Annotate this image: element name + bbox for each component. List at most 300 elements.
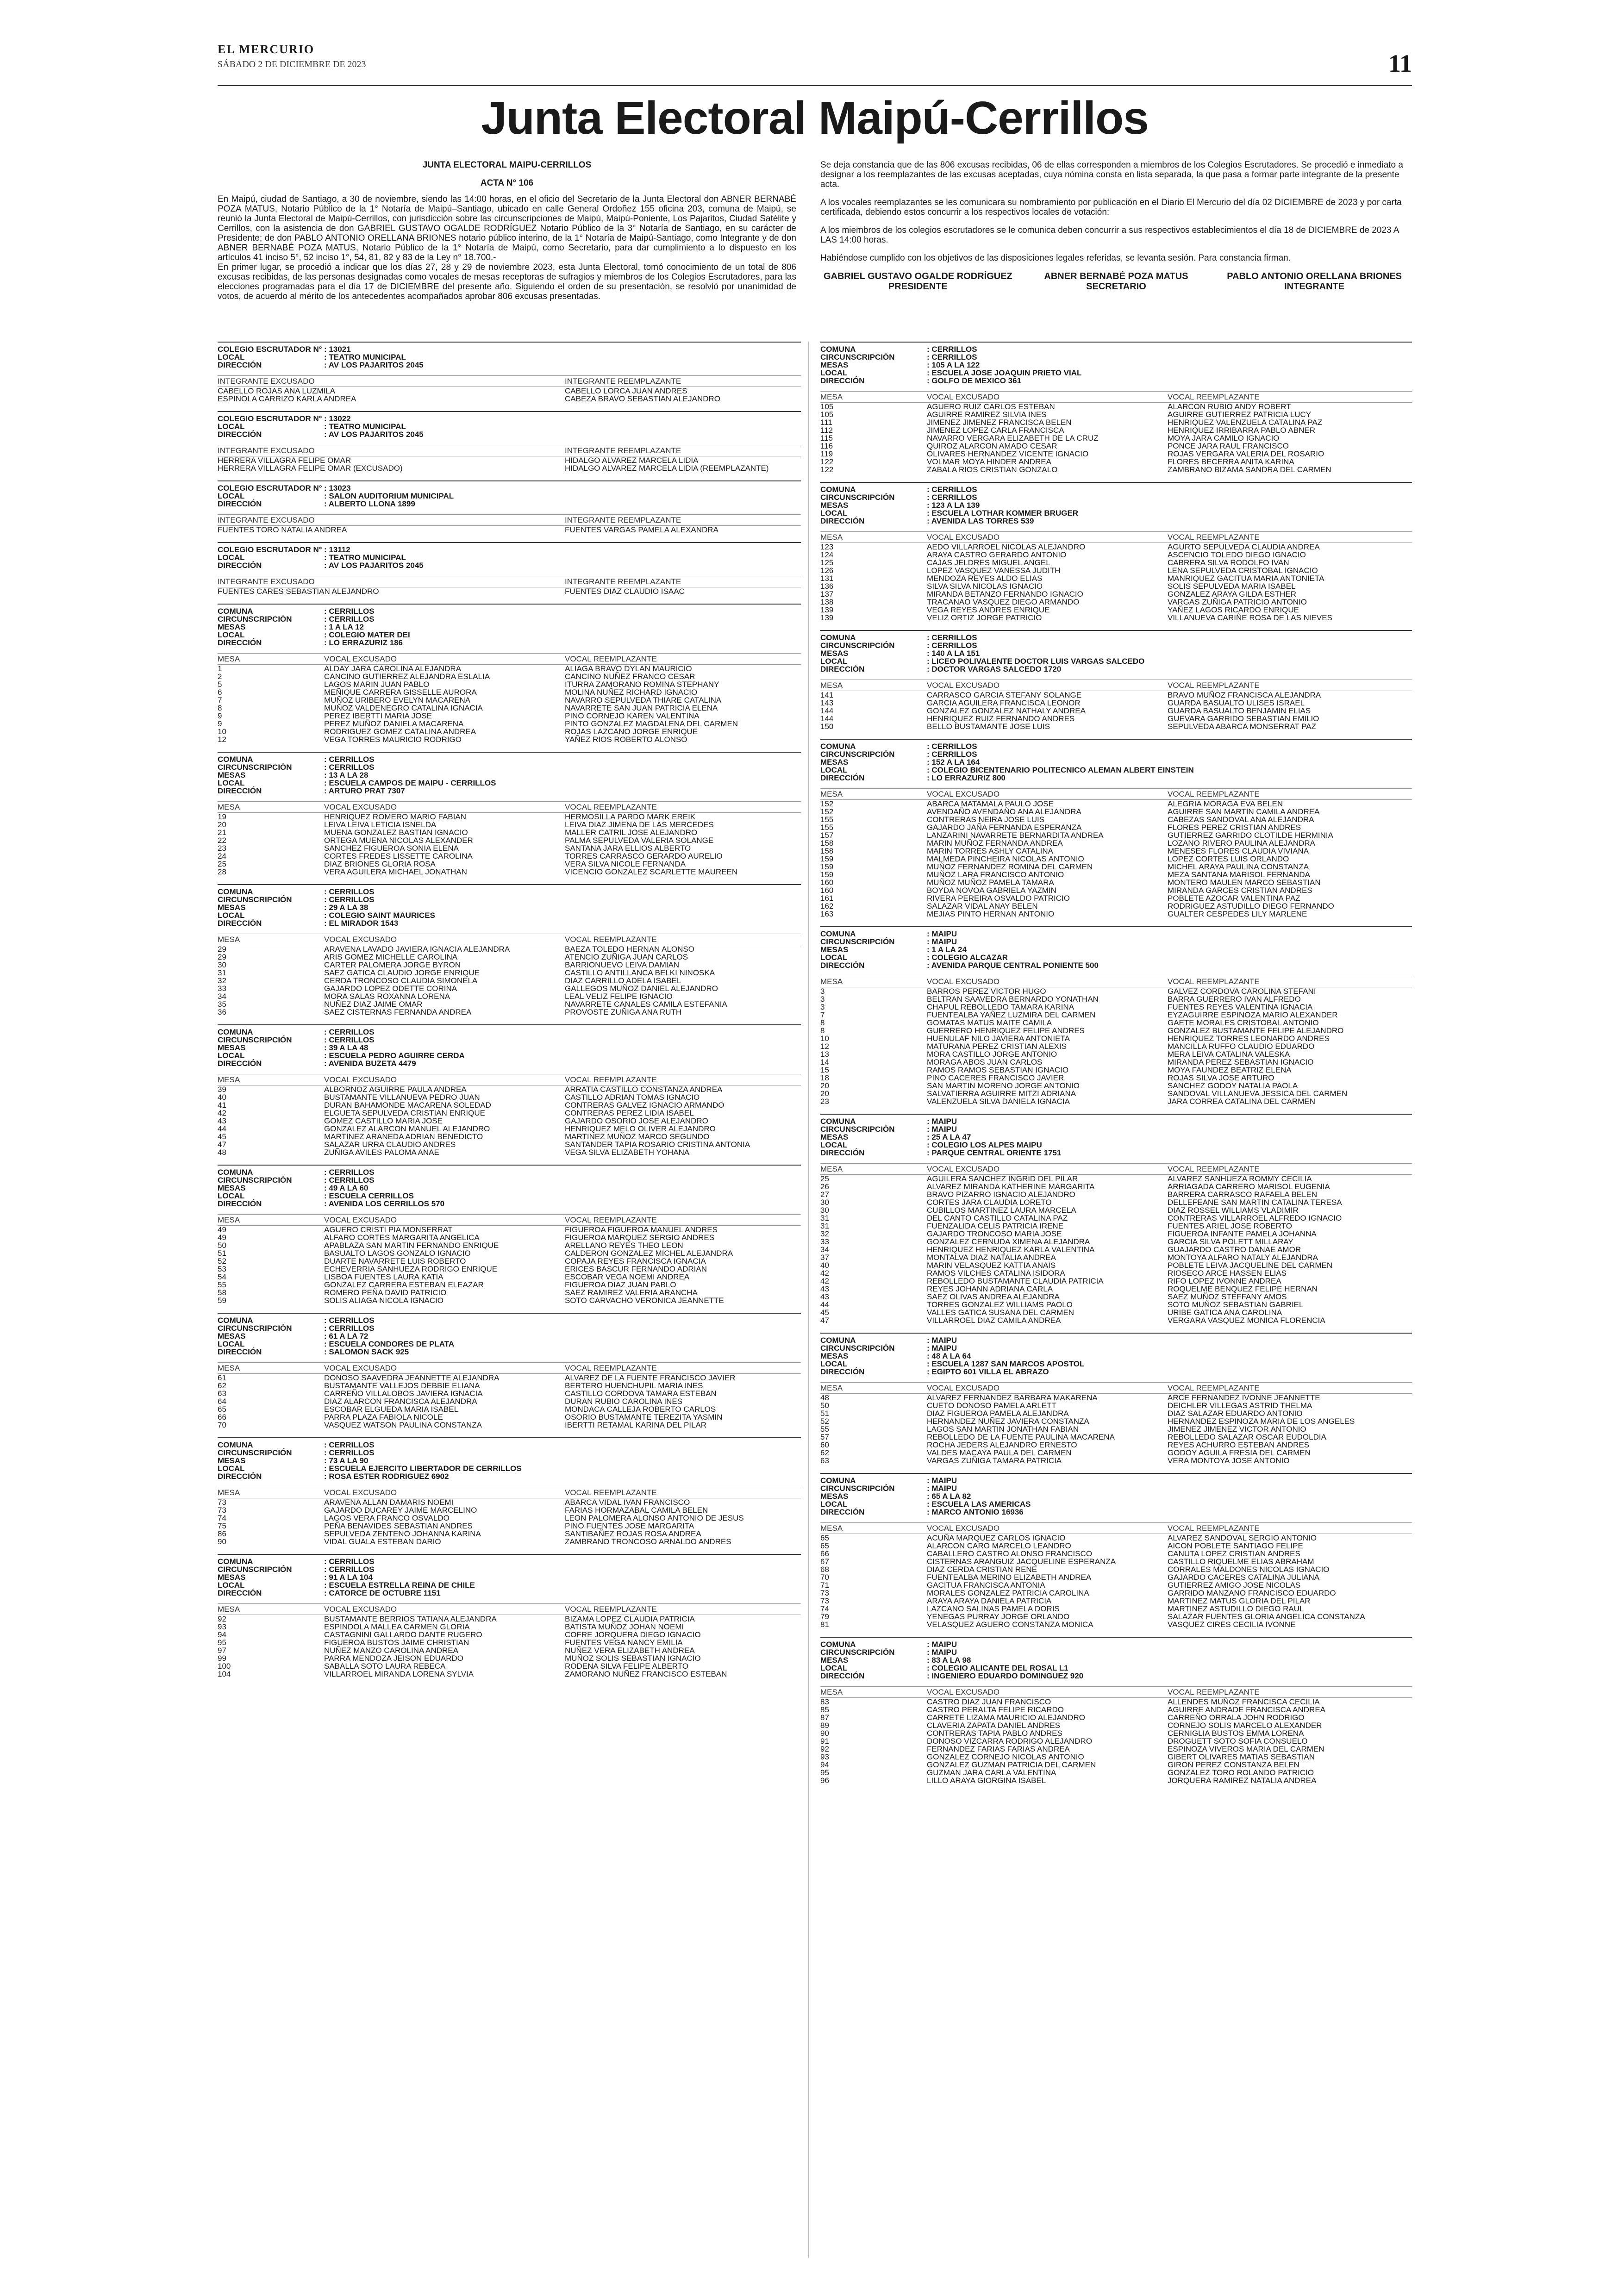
field-value: : AVENIDA BUZETA 4479 — [324, 1059, 416, 1068]
excused-vocal: REBOLLEDO BUSTAMANTE CLAUDIA PATRICIA — [927, 1277, 1104, 1285]
replacement-vocal: FLORES PEREZ CRISTIAN ANDRES — [1168, 823, 1301, 832]
mesa-number: 8 — [218, 704, 222, 712]
field-label: MESAS — [218, 1456, 246, 1465]
excused-vocal: MENDOZA REYES ALDO ELIAS — [927, 574, 1043, 583]
column-header: MESA — [218, 1364, 240, 1372]
table-row — [218, 1397, 801, 1405]
comuna — [820, 930, 1412, 938]
field-label: COMUNA — [820, 485, 856, 494]
replacement-vocal: SOTO CARVACHO VERONICA JEANNETTE — [565, 1296, 724, 1305]
replacement-vocal: ZAMBRANO BIZAMA SANDRA DEL CARMEN — [1168, 465, 1331, 474]
replacement-vocal: HENRIQUEZ MELO OLIVER ALEJANDRO — [565, 1124, 716, 1133]
excused-vocal: ACUÑA MARQUEZ CARLOS IGNACIO — [927, 1534, 1066, 1542]
excused-vocal: MEJIAS PINTO HERNAN ANTONIO — [927, 910, 1055, 918]
field-value: : MAIPU — [927, 1125, 957, 1134]
field-label: COMUNA — [820, 1640, 856, 1649]
mesa-number: 65 — [218, 1405, 226, 1414]
mesa-number: 58 — [218, 1288, 226, 1297]
excused-vocal: MORA CASTILLO JORGE ANTONIO — [927, 1050, 1057, 1059]
mesas-range — [218, 1332, 801, 1340]
column-header: VOCAL EXCUSADO — [927, 977, 1000, 986]
table-row — [820, 1098, 1412, 1105]
column-header: VOCAL REEMPLAZANTE — [1168, 1524, 1260, 1533]
table-row — [820, 1457, 1412, 1465]
table-row — [820, 1394, 1412, 1402]
mesa-number: 94 — [218, 1630, 226, 1639]
mesa-number: 30 — [820, 1198, 829, 1207]
replacement-vocal: PONCE JARA RAUL FRANCISCO — [1168, 442, 1289, 450]
excused-vocal: GARCIA AGUILERA FRANCISCA LEONOR — [927, 698, 1081, 707]
excused-vocal: ARAYA ARAYA DANIELA PATRICIA — [927, 1597, 1052, 1605]
mesas-range — [218, 1184, 801, 1192]
field-label: CIRCUNSCRIPCIÓN — [218, 763, 292, 772]
signature-name: ABNER BERNABÉ POZA MATUS — [1044, 271, 1188, 281]
signatures — [820, 271, 1412, 292]
field-value: : ESCUELA ESTRELLA REINA DE CHILE — [324, 1581, 475, 1590]
mesa-number: 74 — [218, 1514, 226, 1522]
column-header: MESA — [820, 1384, 843, 1392]
column-header: MESA — [218, 1216, 240, 1224]
excused-vocal: RAMOS VILCHES CATALINA ISIDORA — [927, 1269, 1065, 1278]
field-label: DIRECCIÓN — [218, 1059, 262, 1068]
table-row — [820, 1261, 1412, 1269]
table-row — [218, 860, 801, 868]
mesa-number: 89 — [820, 1721, 829, 1730]
comuna — [218, 1558, 801, 1565]
replacement-vocal: MONDACA CALLEJA ROBERTO CARLOS — [565, 1405, 716, 1414]
replacement-vocal: MUÑOZ SOLIS SEBASTIAN IGNACIO — [565, 1654, 701, 1663]
field-value: : MAIPU — [927, 1117, 957, 1126]
mesas-range — [820, 1492, 1412, 1500]
direccion — [820, 961, 1412, 969]
signature-integrante — [1217, 271, 1412, 292]
mesa-group-block — [218, 1024, 801, 1156]
replacement-vocal: VEGA SILVA ELIZABETH YOHANA — [565, 1148, 690, 1157]
excused-vocal: VIDAL GUALA ESTEBAN DARIO — [324, 1537, 441, 1546]
table-row — [820, 1621, 1412, 1628]
column-divider — [808, 342, 809, 2258]
replacement-vocal: CONTRERAS PEREZ LIDIA ISABEL — [565, 1109, 694, 1117]
field-value: : EGIPTO 601 VILLA EL ABRAZO — [927, 1367, 1049, 1376]
column-header: INTEGRANTE EXCUSADO — [218, 516, 315, 524]
replacement-vocal: SAEZ MUÑOZ STEFFANY AMOS — [1168, 1292, 1287, 1301]
field-value: : ESCUELA LAS AMERICAS — [927, 1500, 1031, 1509]
excused-vocal: BUSTAMANTE VALLEJOS DEBBIE ELIANA — [324, 1381, 480, 1390]
local-votacion — [218, 1581, 801, 1589]
field-value: : ALBERTO LLONA 1899 — [324, 499, 415, 508]
mesa-number: 139 — [820, 613, 834, 622]
field-label: LOCAL — [218, 353, 245, 362]
field-label: COMUNA — [218, 607, 253, 616]
mesa-number: 90 — [820, 1729, 829, 1738]
replacement-vocal: CORRALES MALDONES NICOLAS IGNACIO — [1168, 1565, 1330, 1574]
excused-vocal: REBOLLEDO DE LA FUENTE PAULINA MACARENA — [927, 1433, 1115, 1441]
replacement-vocal: MIRANDA GARCES CRISTIAN ANDRES — [1168, 886, 1312, 895]
table-row — [820, 871, 1412, 879]
replacement-member: HIDALGO ALVAREZ MARCELA LIDIA (REEMPLAZANTE) — [565, 464, 769, 473]
replacement-vocal: VERA SILVA NICOLE FERNANDA — [565, 860, 686, 868]
replacement-vocal: ZAMBRANO TRONCOSO ARNALDO ANDRES — [565, 1537, 731, 1546]
replacement-vocal: MEZA SANTANA MARISOL FERNANDA — [1168, 870, 1310, 879]
replacement-vocal: VERGARA VASQUEZ MONICA FLORENCIA — [1168, 1316, 1325, 1325]
mesa-number: 52 — [218, 1257, 226, 1266]
field-value: : CERRILLOS — [927, 485, 977, 494]
replacement-vocal: ALARCON RUBIO ANDY ROBERT — [1168, 402, 1291, 411]
excused-vocal: GAJARDO DUCAREY JAIME MARCELINO — [324, 1506, 477, 1515]
circunscripcion — [820, 353, 1412, 361]
mesa-number: 59 — [218, 1296, 226, 1305]
comuna — [820, 1336, 1412, 1344]
replacement-vocal: ESPINOZA VIVEROS MARIA DEL CARMEN — [1168, 1745, 1324, 1753]
field-value: : CERRILLOS — [324, 1441, 375, 1449]
circunscripcion — [820, 1125, 1412, 1133]
mesa-number: 122 — [820, 457, 834, 466]
mesa-number: 61 — [218, 1373, 226, 1382]
mesa-group-block — [820, 342, 1412, 474]
table-row — [218, 728, 801, 736]
mesa-number: 52 — [820, 1417, 829, 1426]
excused-vocal: ARAYA CASTRO GERARDO ANTONIO — [927, 550, 1067, 559]
field-value: : MAIPU — [927, 929, 957, 938]
field-value: : MAIPU — [927, 1336, 957, 1345]
table-row — [820, 816, 1412, 823]
excused-vocal: MARIN TORRES ASHLY CATALINA — [927, 847, 1054, 855]
mesa-number: 66 — [218, 1413, 226, 1422]
excused-vocal: MUÑOZ MUÑOZ PAMELA TAMARA — [927, 878, 1054, 887]
mesa-number: 44 — [218, 1124, 226, 1133]
excused-vocal: LILLO ARAYA GIORGINA ISABEL — [927, 1776, 1046, 1785]
excused-vocal: CUBILLOS MARTINEZ LAURA MARCELA — [927, 1206, 1076, 1215]
replacement-vocal: MONTOYA ALFARO NATALY ALEJANDRA — [1168, 1253, 1318, 1262]
excused-vocal: GUERRERO HENRIQUEZ FELIPE ANDRES — [927, 1026, 1085, 1035]
column-header: MESA — [218, 655, 240, 663]
replacement-vocal: IBERTTI RETAMAL KARINA DEL PILAR — [565, 1421, 707, 1429]
field-label: LOCAL — [218, 553, 245, 562]
table-row — [820, 1417, 1412, 1425]
table-row — [218, 1141, 801, 1148]
mesa-number: 163 — [820, 910, 834, 918]
field-label: CIRCUNSCRIPCIÓN — [820, 1344, 895, 1353]
excused-vocal: CORTES JARA CLAUDIA LORETO — [927, 1198, 1052, 1207]
table-row — [218, 673, 801, 680]
signature-role: PRESIDENTE — [888, 281, 948, 292]
replacement-vocal: DIAZ ROSSEL WILLIAMS VLADIMIR — [1168, 1206, 1299, 1215]
excused-vocal: TORRES GONZALEZ WILLIAMS PAOLO — [927, 1300, 1073, 1309]
field-label: DIRECCIÓN — [218, 919, 262, 928]
mesa-number: 116 — [820, 442, 833, 450]
field-value: : AVENIDA PARQUE CENTRAL PONIENTE 500 — [927, 961, 1099, 970]
mesa-number: 34 — [820, 1245, 829, 1254]
mesa-group-block — [218, 1437, 801, 1546]
excused-vocal: MATURANA PEREZ CRISTIAN ALEXIS — [927, 1042, 1067, 1051]
column-header: MESA — [820, 977, 843, 986]
excused-vocal: ARIS GOMEZ MICHELLE CAROLINA — [324, 953, 458, 961]
table-row — [218, 1241, 801, 1249]
table-row — [218, 1000, 801, 1008]
excused-vocal: MUENA GONZALEZ BASTIAN IGNACIO — [324, 828, 468, 837]
table-row — [218, 868, 801, 876]
field-value: : TEATRO MUNICIPAL — [324, 353, 406, 362]
excused-vocal: PINO CACERES FRANCISCO JAVIER — [927, 1073, 1064, 1082]
table-row — [820, 1206, 1412, 1214]
field-value: : PARQUE CENTRAL ORIENTE 1751 — [927, 1148, 1062, 1157]
table-row — [820, 1074, 1412, 1082]
acta-intro — [218, 160, 796, 301]
excused-vocal: LAZCANO SALINAS PAMELA DORIS — [927, 1604, 1060, 1613]
circunscripcion — [218, 1324, 801, 1332]
mesa-table-header — [820, 391, 1412, 403]
table-row — [218, 961, 801, 969]
direccion — [218, 1060, 801, 1067]
replacement-vocal: CABEZAS SANDOVAL ANA ALEJANDRA — [1168, 815, 1314, 824]
mesa-number: 6 — [218, 688, 222, 697]
field-label: DIRECCIÓN — [218, 430, 262, 439]
mesa-number: 158 — [820, 847, 834, 855]
excused-vocal: QUIROZ ALARCON AMADO CESAR — [927, 442, 1057, 450]
mesa-number: 141 — [820, 691, 834, 699]
field-value: : CERRILLOS — [324, 1176, 375, 1185]
direccion — [218, 1200, 801, 1208]
excused-vocal: CONTRERAS NEIRA JOSE LUIS — [927, 815, 1045, 824]
field-value: : CERRILLOS — [324, 895, 375, 904]
circunscripcion — [218, 1176, 801, 1184]
mesa-number: 75 — [218, 1522, 226, 1530]
table-row — [218, 696, 801, 704]
mesa-number: 74 — [820, 1604, 829, 1613]
replacement-vocal: NAVARRO SEPULVEDA THIARE CATALINA — [565, 696, 722, 705]
field-label: CIRCUNSCRIPCIÓN — [820, 937, 895, 946]
table-row — [218, 526, 801, 534]
field-value: : ARTURO PRAT 7307 — [324, 786, 405, 795]
excused-vocal: HENRIQUEZ ROMERO MARIO FABIAN — [324, 812, 466, 821]
signature-role: SECRETARIO — [1086, 281, 1146, 292]
excused-vocal: FERNANDEZ FARIAS FARIAS ANDREA — [927, 1745, 1070, 1753]
excused-vocal: DIAZ ALARCON FRANCISCA ALEJANDRA — [324, 1397, 477, 1406]
excused-vocal: ABARCA MATAMALA PAULO JOSE — [927, 799, 1054, 808]
column-header: VOCAL REEMPLAZANTE — [1168, 681, 1260, 690]
excused-vocal: CARRASCO GARCIA STEFANY SOLANGE — [927, 691, 1082, 699]
excused-vocal: GACITUA FRANCISCA ANTONIA — [927, 1581, 1045, 1590]
mesa-number: 138 — [820, 598, 834, 606]
column-header: INTEGRANTE REEMPLAZANTE — [565, 446, 681, 455]
mesa-number: 92 — [218, 1615, 226, 1623]
field-label: MESAS — [820, 1656, 849, 1665]
field-label: LOCAL — [820, 657, 848, 666]
excused-vocal: ALBORNOZ AGUIRRE PAULA ANDREA — [324, 1085, 467, 1094]
replacement-vocal: PINO CORNEJO KAREN VALENTINA — [565, 711, 700, 720]
excused-vocal: SOLIS ALIAGA NICOLA IGNACIO — [324, 1296, 443, 1305]
replacement-vocal: ESCOBAR VEGA NOEMI ANDREA — [565, 1272, 690, 1281]
replacement-member: CABELLO LORCA JUAN ANDRES — [565, 387, 687, 395]
excused-vocal: SABALLA SOTO LAURA REBECA — [324, 1662, 446, 1671]
mesa-number: 155 — [820, 815, 834, 824]
field-value: : COLEGIO ALCAZAR — [927, 953, 1008, 962]
field-value: : 105 A LA 122 — [927, 361, 980, 369]
column-header: INTEGRANTE EXCUSADO — [218, 446, 315, 455]
table-row — [218, 1125, 801, 1133]
table-row — [218, 1101, 801, 1109]
field-value: : 83 A LA 98 — [927, 1656, 971, 1665]
mesa-group-block — [820, 1114, 1412, 1324]
replacement-vocal: CANCINO NUÑEZ FRANCO CESAR — [565, 672, 695, 681]
table-row — [820, 590, 1412, 598]
circunscripcion — [820, 493, 1412, 501]
table-row — [820, 987, 1412, 995]
table-row — [218, 456, 801, 464]
field-label: CIRCUNSCRIPCIÓN — [218, 615, 292, 624]
replacement-vocal: ATENCIO ZUÑIGA JUAN CARLOS — [565, 953, 688, 961]
table-row — [820, 1409, 1412, 1417]
excused-vocal: RIVERA PEREIRA OSVALDO PATRICIO — [927, 894, 1070, 903]
replacement-vocal: CASTILLO RIQUELME ELIAS ABRAHAM — [1168, 1557, 1314, 1566]
mesas-range — [820, 1133, 1412, 1141]
direccion — [820, 1368, 1412, 1376]
table-row — [820, 411, 1412, 418]
mesa-number: 45 — [218, 1132, 226, 1141]
circunscripcion — [218, 1565, 801, 1573]
replacement-vocal: PINTO GONZALEZ MAGDALENA DEL CARMEN — [565, 719, 738, 728]
field-label: DIRECCIÓN — [218, 561, 262, 570]
table-row — [820, 418, 1412, 426]
excused-vocal: SAEZ OLIVAS ANDREA ALEJANDRA — [927, 1292, 1060, 1301]
table-row — [820, 1721, 1412, 1729]
field-value: : COLEGIO SAINT MAURICES — [324, 911, 435, 920]
replacement-vocal: GIRON PEREZ CONSTANZA BELEN — [1168, 1760, 1299, 1769]
mesa-table-header — [218, 1362, 801, 1374]
field-value: : 140 A LA 151 — [927, 649, 980, 658]
replacement-vocal: DURAN RUBIO CAROLINA INES — [565, 1397, 683, 1406]
table-row — [218, 1506, 801, 1514]
table-row — [820, 707, 1412, 715]
column-header: VOCAL EXCUSADO — [324, 1364, 397, 1372]
excused-vocal: MORA SALAS ROXANNA LORENA — [324, 992, 450, 1001]
field-label: DIRECCIÓN — [820, 376, 865, 385]
replacement-vocal: AICON POBLETE SANTIAGO FELIPE — [1168, 1541, 1303, 1550]
replacement-vocal: BARRIONUEVO LEIVA DAMIAN — [565, 960, 680, 969]
mesas-range — [820, 501, 1412, 509]
field-label: COLEGIO ESCRUTADOR N° — [218, 484, 322, 493]
table-row — [218, 1297, 801, 1304]
table-row — [820, 1597, 1412, 1605]
field-label: COMUNA — [218, 1028, 253, 1036]
field-value: : LO ERRAZURIZ 186 — [324, 638, 403, 647]
field-label: MESAS — [218, 771, 246, 780]
table-row — [820, 1777, 1412, 1784]
field-label: COMUNA — [820, 929, 856, 938]
excused-vocal: CHAPUL REBOLLEDO TAMARA KARINA — [927, 1003, 1074, 1011]
table-row — [820, 1293, 1412, 1301]
excused-vocal: BASUALTO LAGOS GONZALO IGNACIO — [324, 1249, 471, 1258]
mesa-number: 15 — [820, 1066, 829, 1074]
field-label: CIRCUNSCRIPCIÓN — [820, 641, 895, 650]
table-row — [218, 688, 801, 696]
table-row — [820, 1449, 1412, 1457]
mesa-number: 20 — [820, 1089, 829, 1098]
replacement-vocal: CASTILLO ANTILLANCA BELKI NINOSKA — [565, 968, 715, 977]
mesa-group-block — [820, 1473, 1412, 1628]
field-value: : CERRILLOS — [324, 763, 375, 772]
replacement-vocal: ARCE FERNANDEZ IVONNE JEANNETTE — [1168, 1393, 1320, 1402]
excused-vocal: JIMENEZ LOPEZ CARLA FRANCISCA — [927, 426, 1064, 435]
replacement-vocal: ALIAGA BRAVO DYLAN MAURICIO — [565, 664, 692, 673]
masthead — [218, 43, 1412, 77]
mesa-number: 126 — [820, 566, 834, 575]
replacement-vocal: GUTIERREZ AMIGO JOSE NICOLAS — [1168, 1581, 1301, 1590]
field-label: COMUNA — [218, 1316, 253, 1325]
colegio-table-header — [218, 375, 801, 387]
table-row — [218, 1662, 801, 1670]
replacement-vocal: FARIAS HORMAZABAL CAMILA BELEN — [565, 1506, 708, 1515]
table-row — [820, 1761, 1412, 1769]
table-row — [820, 995, 1412, 1003]
mesa-group-block — [218, 604, 801, 743]
excused-vocal: OLIVARES HERNANDEZ VICENTE IGNACIO — [927, 449, 1089, 458]
field-label: COMUNA — [218, 1441, 253, 1449]
column-header: VOCAL EXCUSADO — [927, 1688, 1000, 1696]
column-header: VOCAL EXCUSADO — [927, 681, 1000, 690]
mesa-number: 55 — [218, 1280, 226, 1289]
table-row — [820, 1698, 1412, 1706]
excused-vocal: ARAVENA LAVADO JAVIERA IGNACIA ALEJANDRA — [324, 945, 510, 954]
excused-vocal: TRACANAO VASQUEZ DIEGO ARMANDO — [927, 598, 1080, 606]
comuna — [218, 607, 801, 615]
mesa-table-header — [218, 1214, 801, 1226]
excused-vocal: ALARCON CARO MARCELO LEANDRO — [927, 1541, 1071, 1550]
table-row — [820, 1285, 1412, 1293]
mesa-number: 83 — [820, 1697, 829, 1706]
mesa-number: 42 — [820, 1269, 829, 1278]
field-value: : 13021 — [324, 345, 351, 354]
direccion — [218, 1472, 801, 1480]
colegio-block — [218, 342, 801, 403]
field-label: COLEGIO ESCRUTADOR N° — [218, 345, 322, 354]
table-row — [820, 1441, 1412, 1449]
column-header: VOCAL REEMPLAZANTE — [1168, 790, 1260, 798]
mesa-number: 30 — [820, 1206, 829, 1215]
excused-vocal: CLAVERIA ZAPATA DANIEL ANDRES — [927, 1721, 1061, 1730]
field-label: DIRECCIÓN — [820, 773, 865, 782]
table-row — [218, 712, 801, 720]
replacement-vocal: RODENA SILVA FELIPE ALBERTO — [565, 1662, 689, 1671]
acta-paragraph-1: En Maipú, ciudad de Santiago, a 30 de noviembre, siendo las 14:00 horas, en el oficio del Secretario de la Junta Electoral don ABNER BERNABÉ POZA MATUS, Notario Público de la 1° Notaría de Maipú–Santiago, ubicado en calle General Ordoñez 155 oficina 203, comuna de Maipú, se reunió la Junta Electoral de Maipú-Cerrillos, con jurisdicción sobre las circunscripciones de Maipú, Maipú-Poniente, Los Pajaritos, Ciudad Satélite y Cerrillos, con la asistencia de don GABRIEL GUSTAVO OGALDE RODRÍGUEZ Notario Público de la 3° Notaría de Santiago, en su carácter de Presidente; de don PABLO ANTONIO ORELLANA BRIONES notario público interino, de la 1° Notaría de Maipú-Santiago, como Integrante y de don ABNER BERNABÉ POZA MATUS, Notario Público de la 1° Notaría de Maipú, como Secretario, para dar cumplimiento a lo dispuesto en los artículos 41 inciso 5°, 52 inciso 1°, 54, 81, 82 y 83 de la Ley n° 18.700.- — [218, 194, 796, 262]
table-row — [820, 1191, 1412, 1198]
replacement-vocal: GODOY AGUILA FRESIA DEL CARMEN — [1168, 1448, 1311, 1457]
excused-vocal: MARTINEZ ARANEDA ADRIAN BENEDICTO — [324, 1132, 483, 1141]
field-label: COMUNA — [218, 887, 253, 896]
replacement-vocal: VASQUEZ CIRES CECILIA IVONNE — [1168, 1620, 1296, 1629]
excused-vocal: AEDO VILLARROEL NICOLAS ALEJANDRO — [927, 543, 1086, 551]
table-row — [218, 387, 801, 395]
mesa-table-header — [218, 934, 801, 945]
field-value: : 29 A LA 38 — [324, 903, 369, 912]
field-value: : CERRILLOS — [324, 1565, 375, 1574]
excused-vocal: CARTER PALOMERA JORGE BYRON — [324, 960, 461, 969]
excused-vocal: REYES JOHANN ADRIANA CARLA — [927, 1285, 1053, 1293]
column-header: INTEGRANTE EXCUSADO — [218, 377, 315, 386]
excused-vocal: CERDA TRONCOSO CLAUDIA SIMONELA — [324, 976, 478, 985]
field-label: DIRECCIÓN — [820, 665, 865, 674]
mesa-number: 31 — [218, 968, 226, 977]
mesa-group-block — [820, 1637, 1412, 1784]
table-row — [820, 1198, 1412, 1206]
replacement-vocal: GARRIDO MANZANO FRANCISCO EDUARDO — [1168, 1589, 1336, 1597]
mesa-number: 54 — [218, 1272, 226, 1281]
local-votacion — [820, 766, 1412, 774]
field-label: COMUNA — [820, 345, 856, 354]
mesa-number: 24 — [218, 852, 226, 861]
table-row — [218, 1226, 801, 1234]
mesa-number: 21 — [218, 828, 226, 837]
